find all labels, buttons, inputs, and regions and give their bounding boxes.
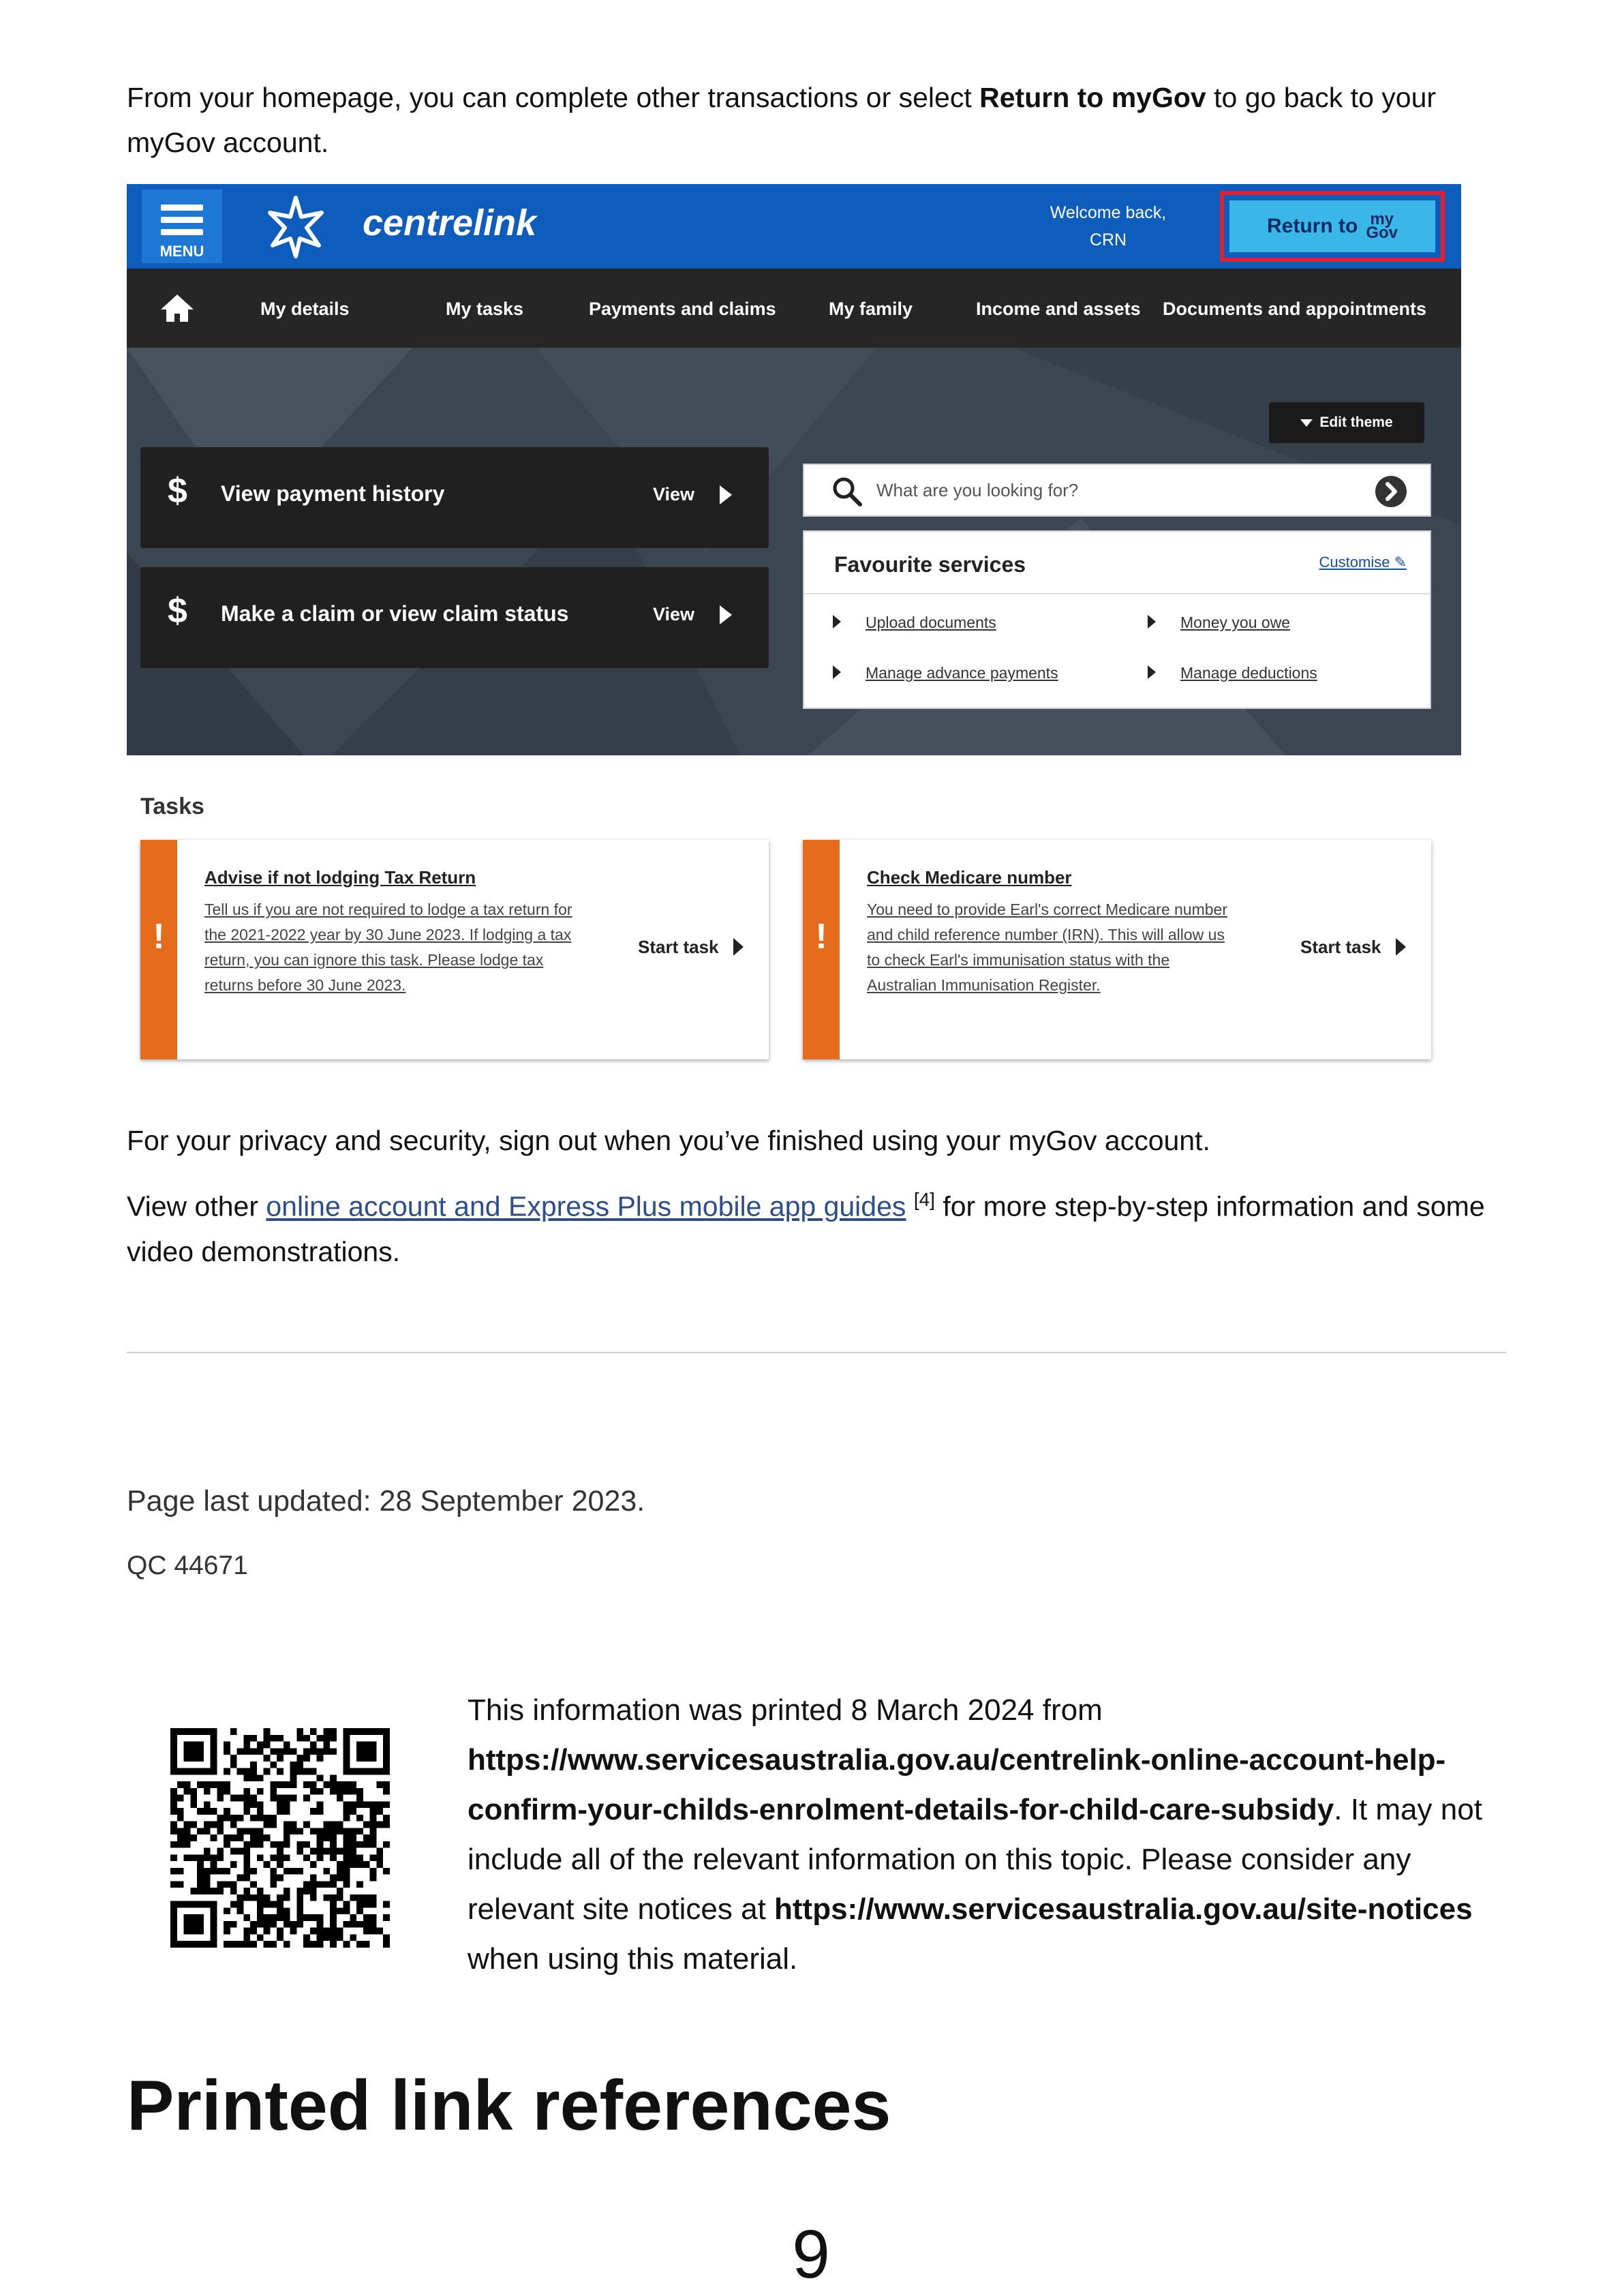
mygov-logo-icon: my Gov <box>1366 210 1398 242</box>
nav-my-details[interactable]: My details <box>260 299 350 319</box>
task-card-tax-return[interactable]: ! Advise if not lodging Tax Return Tell us if you are not required to lodge a tax return for the 2021-2022 year by 30 June 2023. If lodging a tax return, you can ignore this task. Please lodge tax returns before 30 June 2023. Start task <box>140 840 769 1059</box>
exclamation-icon: ! <box>815 917 827 956</box>
pencil-icon: ✎ <box>1394 554 1407 571</box>
menu-bar-icon <box>161 229 203 235</box>
centrelink-star-icon <box>263 194 328 259</box>
start-task-button[interactable]: Start task <box>638 937 719 957</box>
nav-documents-and-appointments[interactable]: Documents and appointments <box>1163 299 1427 319</box>
welcome-message: Welcome back, CRN <box>1050 203 1167 250</box>
edit-theme-button[interactable]: Edit theme <box>1269 402 1424 443</box>
menu-bar-icon <box>161 217 203 223</box>
nav-payments-and-claims[interactable]: Payments and claims <box>589 299 776 319</box>
qc-number: QC 44671 <box>127 1551 248 1580</box>
guides-paragraph: View other online account and Express Plus mobile app guides [4] for more step-by-step information and some video demonstrations. <box>127 1189 1485 1267</box>
privacy-paragraph: For your privacy and security, sign out when you’ve finished using your myGov account. <box>127 1125 1210 1156</box>
view-payment-history-card[interactable]: $ View payment history View <box>140 447 769 548</box>
return-to-mygov-text: Return to myGov <box>979 82 1206 113</box>
intro-paragraph: From your homepage, you can complete other transactions or select Return to myGov to go back to your myGov account. <box>127 82 1437 158</box>
make-claim-card[interactable]: $ Make a claim or view claim status View <box>140 567 769 668</box>
task-card-medicare[interactable]: ! Check Medicare number You need to provide Earl's correct Medicare number and child reference number (IRN). This will allow us to check Earl's immunisation status with the Australian Immunisation Register. Start task <box>803 840 1431 1059</box>
top-bar <box>127 184 1461 269</box>
nav-income-and-assets[interactable]: Income and assets <box>976 299 1141 319</box>
chevron-down-icon <box>1300 419 1313 427</box>
home-icon[interactable] <box>159 293 195 323</box>
search-placeholder: What are you looking for? <box>876 480 1079 500</box>
caret-right-icon <box>1148 665 1156 679</box>
reference-marker: [4] <box>913 1189 935 1210</box>
favourite-services-panel <box>803 530 1431 709</box>
tasks-heading: Tasks <box>140 794 204 819</box>
fav-manage-deductions[interactable]: Manage deductions <box>1180 664 1317 682</box>
fav-money-you-owe[interactable]: Money you owe <box>1180 614 1291 631</box>
qr-code-image <box>170 1728 390 1948</box>
start-task-button[interactable]: Start task <box>1300 937 1381 957</box>
site-notices-url: https://www.servicesaustralia.gov.au/site-notices <box>774 1892 1473 1926</box>
divider <box>804 593 1430 594</box>
caret-right-icon <box>833 615 841 629</box>
nav-my-family[interactable]: My family <box>829 299 913 319</box>
nav-my-tasks[interactable]: My tasks <box>446 299 524 319</box>
caret-right-icon <box>1148 615 1156 629</box>
hero-area <box>127 348 1461 755</box>
divider <box>127 1352 1506 1353</box>
main-navigation <box>127 269 1461 348</box>
dollar-icon: $ <box>168 591 187 631</box>
menu-button[interactable] <box>142 190 222 263</box>
search-icon <box>831 476 863 507</box>
chevron-right-icon <box>720 485 732 504</box>
caret-right-icon <box>833 665 841 679</box>
centrelink-homepage-screenshot <box>127 184 1461 1068</box>
search-submit-icon[interactable] <box>1374 474 1408 509</box>
fav-upload-documents[interactable]: Upload documents <box>866 614 996 631</box>
printed-link-references-heading: Printed link references <box>127 2066 891 2145</box>
favourite-services-title: Favourite services <box>834 552 1026 577</box>
dollar-icon: $ <box>168 471 187 511</box>
search-input[interactable] <box>803 464 1431 517</box>
menu-bar-icon <box>161 205 203 211</box>
centrelink-logo-text: centrelink <box>363 202 537 243</box>
printed-info-paragraph: This information was printed 8 March 2024 from https://www.servicesaustralia.gov.au/centrelink-online-account-help-confirm-your-childs-enrolment-details-for-child-care-subsidy. It may not include all of the relevant information on this topic. Please consider any relevant site notices at https://www.servicesaustralia.gov.au/site-notices when using this material. <box>468 1693 1482 1976</box>
page-last-updated: Page last updated: 28 September 2023. <box>127 1485 645 1517</box>
return-to-mygov-button[interactable]: Return to my Gov <box>1220 191 1445 262</box>
chevron-right-icon <box>733 938 744 956</box>
source-url: https://www.servicesaustralia.gov.au/centrelink-online-account-help-confirm-your-childs-enrolment-details-for-child-care-subsidy <box>468 1743 1446 1826</box>
menu-label: MENU <box>159 243 204 260</box>
online-account-guides-link[interactable]: online account and Express Plus mobile app guides <box>266 1190 906 1222</box>
chevron-right-icon <box>720 605 732 624</box>
fav-manage-advance-payments[interactable]: Manage advance payments <box>866 664 1058 682</box>
exclamation-icon: ! <box>153 917 165 956</box>
chevron-right-icon <box>1396 938 1406 956</box>
page-number: 9 <box>792 2216 830 2293</box>
customise-link[interactable]: Customise ✎ <box>1319 554 1407 571</box>
